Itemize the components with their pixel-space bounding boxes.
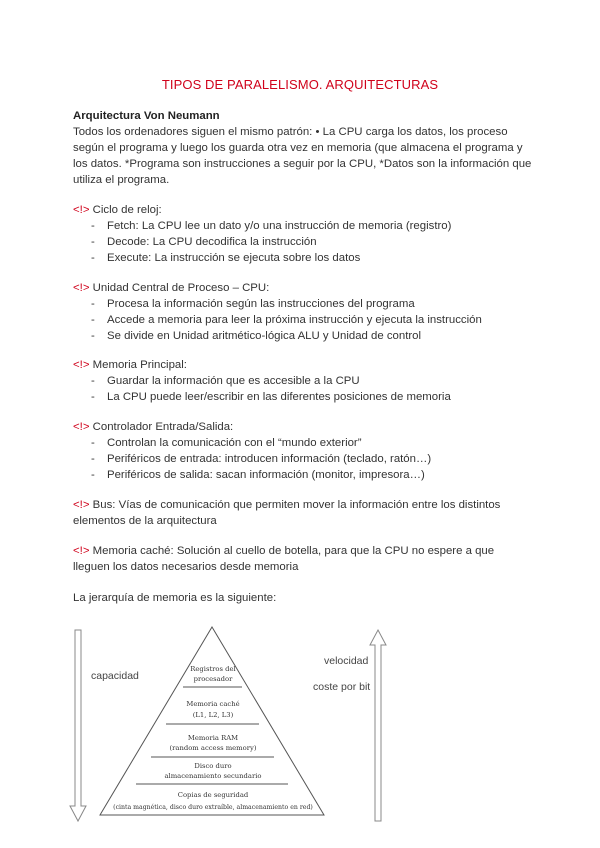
warning-marker-icon: <!>	[73, 545, 90, 557]
level-label: procesador	[193, 675, 233, 683]
cache-text: Memoria caché: Solución al cuello de botella, para que la CPU no espere a que lleguen los datos necesarios desde memoria	[73, 545, 495, 573]
list-item: - Fetch: La CPU lee un dato y/o una instrucción de memoria (registro)	[73, 218, 533, 234]
bus-section	[73, 497, 533, 529]
level-label: Registros del	[190, 665, 236, 673]
cpu-section	[73, 280, 533, 344]
bus-text: Bus: Vías de comunicación que permiten mover la información entre los distintos elementos de la arquitectura	[73, 499, 501, 527]
list-item: - Guardar la información que es accesible a la CPU	[73, 373, 533, 389]
section-heading: <!> Memoria Principal:	[73, 359, 187, 371]
von-neumann-heading: Arquitectura Von Neumann	[73, 110, 220, 122]
section-heading: <!> Unidad Central de Proceso – CPU:	[73, 282, 270, 294]
clock-cycle-section	[73, 202, 533, 266]
list-item: - Periféricos de salida: sacan información (monitor, impresora…)	[73, 467, 533, 483]
cache-section	[73, 543, 533, 575]
level-label: Memoria RAM	[187, 734, 239, 742]
list-item: - La CPU puede leer/escribir en las diferentes posiciones de memoria	[73, 389, 533, 405]
level-label: (L1, L2, L3)	[192, 711, 234, 719]
warning-marker-icon: <!>	[73, 421, 90, 433]
hierarchy-intro: La jerarquía de memoria es la siguiente:	[73, 592, 277, 604]
section-heading: <!> Controlador Entrada/Salida:	[73, 421, 234, 433]
level-label: Memoria caché	[186, 700, 240, 708]
main-memory-list	[73, 373, 533, 405]
warning-marker-icon: <!>	[73, 359, 90, 371]
section-heading: <!> Ciclo de reloj:	[73, 204, 162, 216]
warning-marker-icon: <!>	[73, 282, 90, 294]
memory-hierarchy-pyramid	[64, 622, 404, 822]
io-controller-section	[73, 419, 533, 483]
von-neumann-text: Todos los ordenadores siguen el mismo patrón: • La CPU carga los datos, los proceso según el programa y luego los guarda otra vez en memoria (que almacena el programa y los datos. *Programa son instrucciones a seguir por la CPU, *Datos son la información que utiliza el programa.	[73, 126, 532, 186]
level-label: Copias de seguridad	[177, 791, 249, 799]
list-item: - Controlan la comunicación con el “mundo exterior”	[73, 435, 533, 451]
level-label: Disco duro	[194, 762, 232, 770]
level-label: (cinta magnética, disco duro extraíble, almacenamiento en red)	[113, 804, 313, 811]
main-memory-section	[73, 357, 533, 405]
level-label: (random access memory)	[169, 744, 257, 752]
cpu-list	[73, 296, 533, 344]
list-item: - Procesa la información según las instrucciones del programa	[73, 296, 533, 312]
speed-label: velocidad	[324, 655, 369, 667]
list-item: - Accede a memoria para leer la próxima instrucción y ejecuta la instrucción	[73, 312, 533, 328]
level-label: almacenamiento secundario	[164, 772, 262, 780]
list-item: - Execute: La instrucción se ejecuta sobre los datos	[73, 250, 533, 266]
io-controller-list	[73, 435, 533, 483]
pyramid-outline	[100, 627, 324, 815]
clock-cycle-list	[73, 218, 533, 266]
list-item: - Decode: La CPU decodifica la instrucción	[73, 234, 533, 250]
list-item: - Se divide en Unidad aritmético-lógica ALU y Unidad de control	[73, 328, 533, 344]
von-neumann-section	[73, 108, 533, 188]
list-item: - Periféricos de entrada: introducen información (teclado, ratón…)	[73, 451, 533, 467]
warning-marker-icon: <!>	[73, 499, 90, 511]
cost-per-bit-label: coste por bit	[313, 681, 371, 693]
capacity-label: capacidad	[91, 670, 139, 682]
warning-marker-icon: <!>	[73, 204, 90, 216]
page-title: TIPOS DE PARALELISMO. ARQUITECTURAS	[161, 77, 439, 92]
